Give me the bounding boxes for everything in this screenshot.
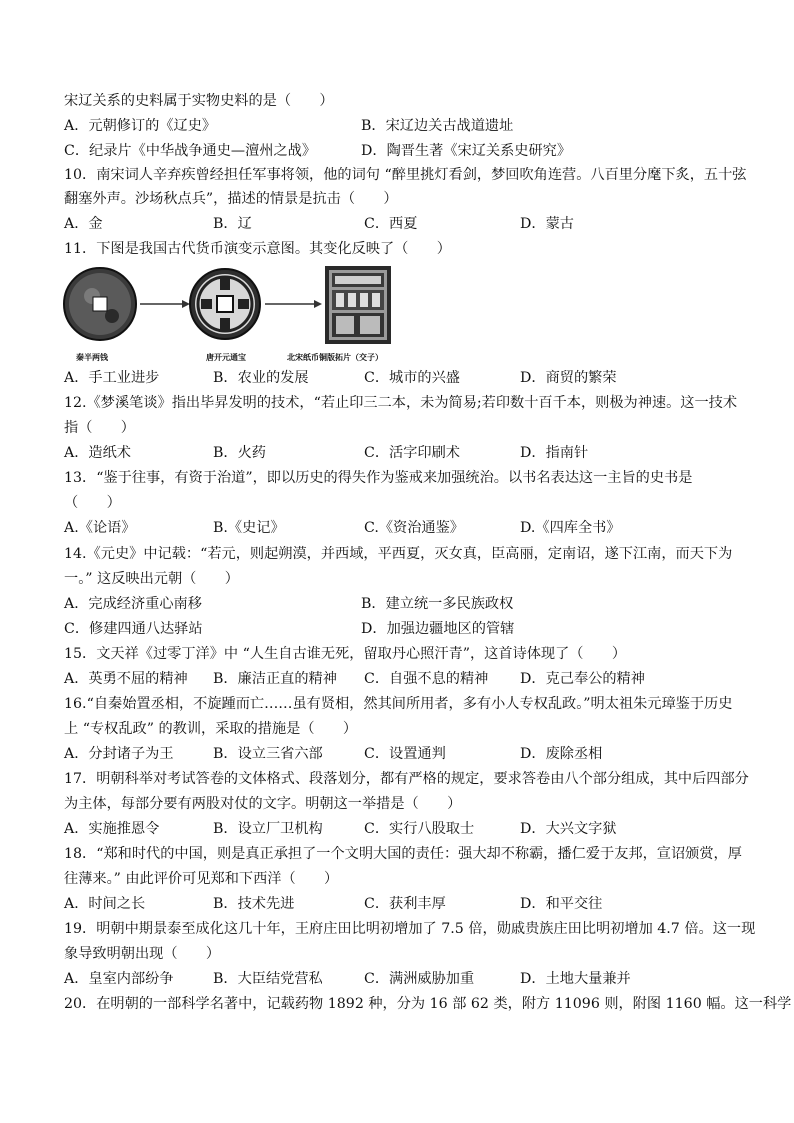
caption-qin-coin: 秦半两钱 — [76, 353, 108, 362]
q16-option-b[interactable]: B．设立三省六部 — [213, 746, 323, 762]
q20-stem: 20．在明朝的一部科学名著中，记载药物 1892 种，分为 16 部 62 类，附方 11096 则，附图 1160 幅。这一科学 — [64, 996, 792, 1012]
q10-stem-line1: 10．南宋词人辛弃疾曾经担任军事将领，他的词句 “醉里挑灯看剑，梦回吹角连营。八百里分麾下炙，五十弦 — [64, 167, 747, 183]
q12-stem-line1: 12.《梦溪笔谈》指出毕昇发明的技术，“若止印三二本，未为简易;若印数十百千本，则极为神速。这一技术 — [64, 395, 738, 411]
q16-option-c[interactable]: C．设置通判 — [364, 746, 446, 762]
q10-option-b[interactable]: B．辽 — [213, 216, 252, 232]
q14-option-c[interactable]: C．修建四通八达驿站 — [64, 621, 203, 637]
q11-option-a[interactable]: A．手工业进步 — [64, 370, 160, 386]
q12-stem-line2: 指（ ） — [64, 420, 135, 436]
q14-stem-line1: 14.《元史》中记载：“若元，则起朔漠，并西域，平西夏，灭女真，臣高丽，定南诏，遂下江南，而天下为 — [64, 546, 733, 562]
q9-option-b[interactable]: B．宋辽边关古战道遗址 — [361, 118, 514, 134]
q18-option-d[interactable]: D．和平交往 — [520, 896, 603, 912]
q15-option-a[interactable]: A．英勇不屈的精神 — [64, 671, 188, 687]
q11-option-c[interactable]: C．城市的兴盛 — [364, 370, 460, 386]
q9-option-d[interactable]: D．陶晋生著《宋辽关系史研究》 — [361, 143, 572, 159]
q11-stem: 11．下图是我国古代货币演变示意图。其变化反映了（ ） — [64, 241, 451, 257]
q10-option-d[interactable]: D．蒙古 — [520, 216, 574, 232]
q17-option-c[interactable]: C．实行八股取士 — [364, 821, 475, 837]
caption-jiaozi: 北宋纸币铜版拓片（交子） — [287, 353, 383, 362]
tang-kaiyuan-coin-image — [190, 269, 260, 339]
q19-option-a[interactable]: A．皇室内部纷争 — [64, 971, 174, 987]
q9-stem: 宋辽关系的史料属于实物史料的是（ ） — [64, 93, 334, 109]
q9-option-c[interactable]: C．纪录片《中华战争通史—澶州之战》 — [64, 143, 317, 159]
q15-stem: 15．文天祥《过零丁洋》中 “人生自古谁无死，留取丹心照汗青”，这首诗体现了（ ） — [64, 646, 627, 662]
q17-stem-line1: 17．明朝科举对考试答卷的文体格式、段落划分，都有严格的规定，要求答卷由八个部分组成，其中后四部分 — [64, 771, 749, 787]
q18-option-b[interactable]: B．技术先进 — [213, 896, 295, 912]
q17-option-b[interactable]: B．设立厂卫机构 — [213, 821, 323, 837]
q12-option-a[interactable]: A．造纸术 — [64, 445, 131, 461]
q11-option-d[interactable]: D．商贸的繁荣 — [520, 370, 617, 386]
q13-option-c[interactable]: C.《资治通鉴》 — [364, 520, 464, 536]
q10-stem-line2: 翻塞外声。沙场秋点兵”，描述的情景是抗击（ ） — [64, 191, 398, 207]
q12-option-d[interactable]: D．指南针 — [520, 445, 589, 461]
q14-stem-line2: 一。” 这反映出元朝（ ） — [64, 571, 239, 587]
q10-option-c[interactable]: C．西夏 — [364, 216, 418, 232]
q12-option-c[interactable]: C．活字印刷术 — [364, 445, 460, 461]
q16-option-a[interactable]: A．分封诸子为王 — [64, 746, 174, 762]
q19-stem-line2: 象导致明朝出现（ ） — [64, 946, 221, 962]
q14-option-a[interactable]: A．完成经济重心南移 — [64, 596, 202, 612]
q16-stem-line2: 上 “专权乱政” 的教训，采取的措施是（ ） — [64, 721, 358, 737]
q13-stem-line1: 13．“鉴于往事，有资于治道”，即以历史的得失作为鉴戒来加强统治。以书名表达这一主旨的史书是 — [64, 470, 693, 486]
q14-option-b[interactable]: B．建立统一多民族政权 — [361, 596, 514, 612]
q19-option-d[interactable]: D．土地大量兼并 — [520, 971, 631, 987]
currency-evolution-diagram — [62, 264, 402, 364]
q18-stem-line2: 往薄来。” 由此评价可见郑和下西洋（ ） — [64, 871, 339, 887]
q11-option-b[interactable]: B．农业的发展 — [213, 370, 309, 386]
qin-banliang-coin-image — [64, 268, 136, 340]
q15-option-c[interactable]: C．自强不息的精神 — [364, 671, 489, 687]
arrow-2 — [265, 300, 322, 308]
q19-stem-line1: 19．明朝中期景泰至成化这几十年，王府庄田比明初增加了 7.5 倍，勋戚贵族庄田比明初增加 4.7 倍。这一现 — [64, 921, 756, 937]
q17-stem-line2: 为主体，每部分要有两股对仗的文字。明朝这一举措是（ ） — [64, 796, 462, 812]
jiaozi-plate-rubbing-image — [325, 266, 391, 344]
q15-option-b[interactable]: B．廉洁正直的精神 — [213, 671, 337, 687]
q19-option-b[interactable]: B．大臣结党营私 — [213, 971, 323, 987]
q19-option-c[interactable]: C．满洲威胁加重 — [364, 971, 475, 987]
q9-option-a[interactable]: A．元朝修订的《辽史》 — [64, 118, 217, 134]
q13-option-d[interactable]: D.《四库全书》 — [520, 520, 621, 536]
q17-option-d[interactable]: D．大兴文字狱 — [520, 821, 617, 837]
q18-option-a[interactable]: A．时间之长 — [64, 896, 146, 912]
currency-evolution-figure — [62, 264, 402, 364]
q13-option-b[interactable]: B.《史记》 — [213, 520, 285, 536]
q17-option-a[interactable]: A．实施推恩令 — [64, 821, 160, 837]
q15-option-d[interactable]: D．克己奉公的精神 — [520, 671, 645, 687]
q13-option-a[interactable]: A.《论语》 — [64, 520, 136, 536]
q14-option-d[interactable]: D．加强边疆地区的管辖 — [361, 621, 515, 637]
q18-option-c[interactable]: C．获利丰厚 — [364, 896, 446, 912]
q16-stem-line1: 16.“自秦始置丞相，不旋踵而亡……虽有贤相，然其间所用者，多有小人专权乱政。”明太祖朱元璋鉴于历史 — [64, 696, 733, 712]
arrow-1 — [140, 300, 190, 308]
q16-option-d[interactable]: D．废除丞相 — [520, 746, 603, 762]
q10-option-a[interactable]: A．金 — [64, 216, 103, 232]
q13-stem-line2: （ ） — [64, 495, 121, 511]
q12-option-b[interactable]: B．火药 — [213, 445, 266, 461]
caption-tang-coin: 唐开元通宝 — [206, 353, 246, 362]
q18-stem-line1: 18．“郑和时代的中国，则是真正承担了一个文明大国的责任：强大却不称霸，播仁爱于友邦，宣诏颁赏，厚 — [64, 846, 742, 862]
